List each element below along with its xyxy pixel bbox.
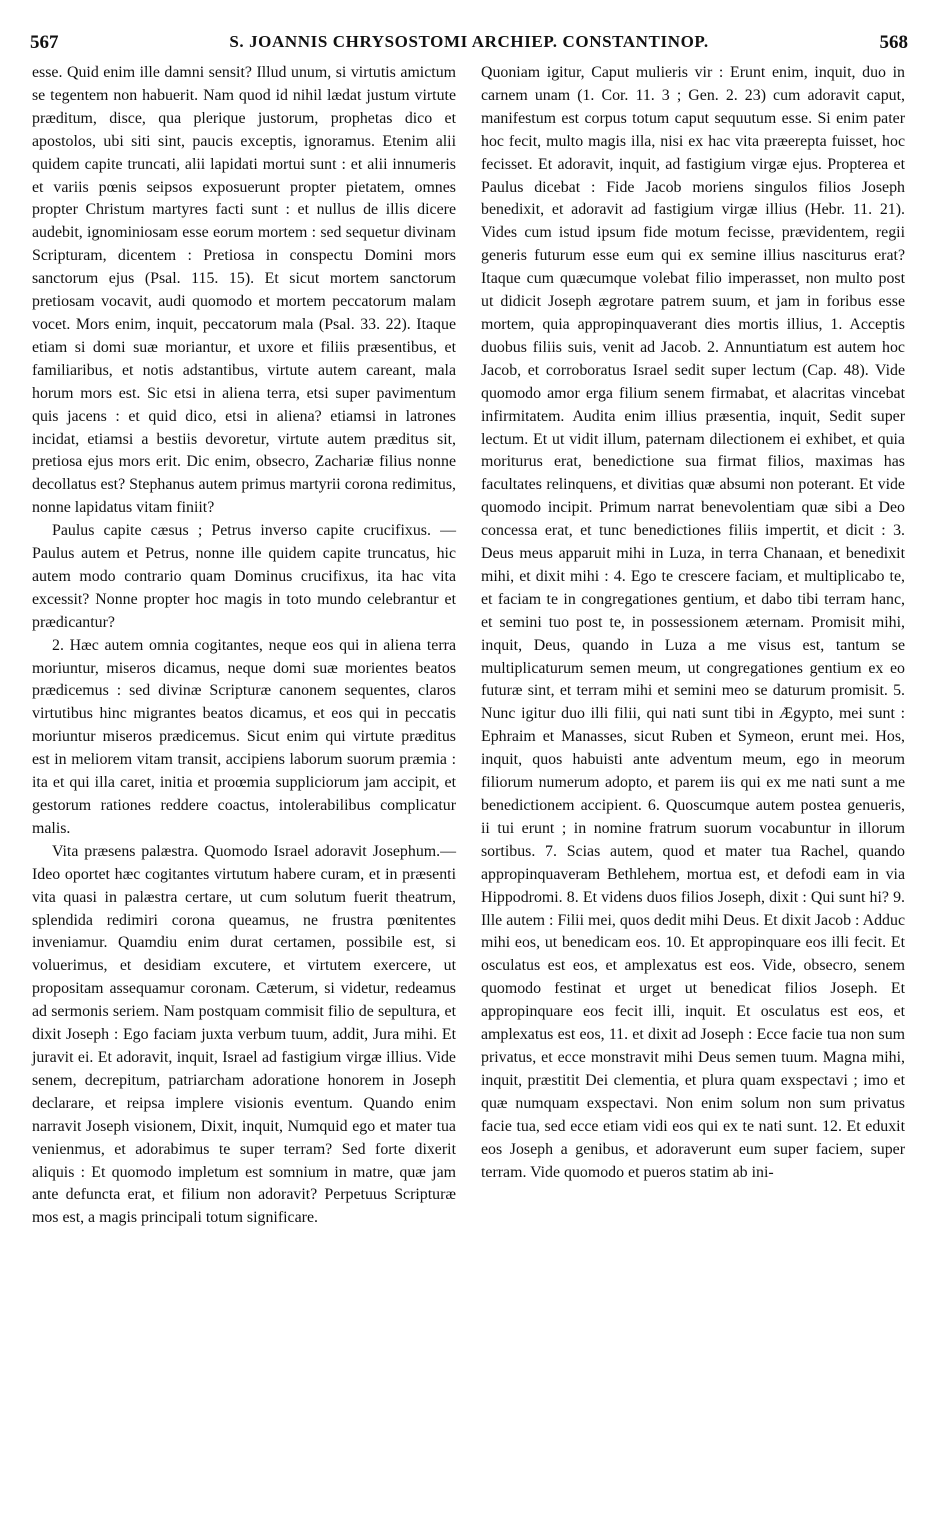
running-title: S. JOANNIS CHRYSOSTOMI ARCHIEP. CONSTANTINOP. <box>229 32 709 51</box>
paragraph: 2. Hæc autem omnia cogitantes, neque eos qui in aliena terra moriuntur, miseros dicamus, neque domi suæ morientes beatos prædicemus : sed divinæ Scripturæ canonem sequentes, claros virtutibus hinc migrantes beatos dicamus, et eos qui in peccatis moriuntur miseros prædicemus. Sicut enim qui virtute præditus est in meliorem vitam transit, accipiens laborum suorum præmia : ita et qui illa caret, initia et proœmia suppliciorum jam accipit, et gestorum rationes reddere coactus, intolerabilibus complicatur malis. <box>32 636 456 837</box>
page-number-left: 567 <box>30 32 59 53</box>
paragraph: Paulus capite cæsus ; Petrus inverso capite crucifixus. — Paulus autem et Petrus, nonne ille quidem capite truncatus, hic autem modo contrario quam Dominus crucifixus, ita hac vita excessit? Nonne propter hoc magis in toto mundo celebrantur et prædicantur? <box>32 522 456 631</box>
paragraph: Vita præsens palæstra. Quomodo Israel adoravit Josephum.—Ideo oportet hæc cogitantes virtutum habere curam, et in præsenti vita quasi in palæstra certare, ut cum solutum fuerit theatrum, splendida redimiri corona queamus, ne frustra pœnitentes inveniamur. Quamdiu enim durat certamen, possibile est, si voluerimus, et desidiam excutere, et virtutem exercere, ut propositam assequamur coronam. Cæterum, si videtur, redeamus ad sermonis seriem. Nam postquam commisit filio de sepultura, et dixit Joseph : Ego faciam juxta verbum tuum, addit, Jura mihi. Et juravit ei. Et adoravit, inquit, Israel ad fastigium virgæ illius. Vide senem, decrepitum, patriarcham adoratione honorem in Joseph declarare, et reipsa implere visionis eventum. Quando enim narravit Joseph visionem, Dixit, inquit, Numquid ego et mater tua venienmus, et adorabimus te super terram? Sed forte dixerit aliquis : Et quomodo impletum est somnium in matre, quæ jam ante defuncta erat, et filium non adoravit? Perpetuus Scripturæ mos est, a magis principali totum significare. <box>32 842 456 1227</box>
paragraph: esse. Quid enim ille damni sensit? Illud unum, si virtutis amictum se tegentem non habuerit. Nam quod id nihil lædat justum virtute præditum, disce, qua plerique justorum, prophetas dico et apostolos, ubi siti sint, paucis exceptis, ignoramus. Etenim alii quidem capite truncati, alii lapidati mortui sunt : et alii innumeris et variis pœnis seipsos exposuerunt propter pietatem, omnes propter Christum martyres facti sunt : et nullus de illis dicere audebit, ignominiosam esse eorum mortem : sed sequetur divinam Scripturam, dicentem : Pretiosa in conspectu Domini mors sanctorum ejus (Psal. 115. 15). Et sicut mortem sanctorum pretiosam vocavit, audi quomodo et mortem peccatorum malam vocet. Mors enim, inquit, peccatorum mala (Psal. 33. 22). Itaque etiam si domi suæ moriantur, et uxore et filiis præsentibus, et familiaribus, et notis adstantibus, virtute autem careant, mala horum mors est. Sic etsi in aliena terra, etsi super pavimentum quis jacens : et quid dico, etsi in aliena? etiamsi in latrones incidat, etiamsi a bestiis devoretur, virtute autem præditus sit, pretiosa ejus mors erit. Dic enim, obsecro, Zachariæ filius nonne decollatus est? Stephanus autem primus martyrii corona redimitus, nonne lapidatus vitam finiit? <box>32 64 456 517</box>
paragraph: Quoniam igitur, Caput mulieris vir : Erunt enim, inquit, duo in carnem unam (1. Cor. 11. 3 ; Gen. 2. 23) cum adoravit caput, manifestum est corpus totum caput sequutum esse. Si enim pater hoc fecit, multo magis illa, nisi ex hac vita præerepta fuisset, hoc fecisset. Et adoravit, inquit, ad fastigium virgæ ejus. Propterea et Paulus dicebat : Fide Jacob moriens singulos filios Joseph benedixit, et adoravit ad fastigium virgæ illius (Hebr. 11. 21). Vides cum istud ipsum fide motum fecisse, prævidentem, regii generis futurum esse eum qui ex semine illius nasciturus erat? Itaque cum quæcumque volebat filio imperasset, non multo post ut didicit Joseph ægrotare patrem suum, et jam in foribus esse mortem, quia appropinquaverant dies mortis illius, 1. Acceptis duobus filiis suis, venit ad Jacob. 2. Annuntiatum est autem hoc Jacob, et corroboratus Israel sedit super lectum (Cap. 48). Vide quomodo amor erga filium senem firmabat, et alacritas vincebat infirmitatem. Audita enim illius præsentia, inquit, Sedit super lectum. Et ut vidit illum, paternam dilectionem ei exhibet, et quia moriturus erat, benedictione sua firmat filios, maximas has facultates relinquens, et divitias quæ absumi non poterant. Et vide quomodo incipit. Primum narrat benevolentiam quæ sibi a Deo concessa erat, et tunc benedictiones filiis impertit, et dicit : 3. Deus meus apparuit mihi in Luza, in terra Chanaan, et benedixit mihi, et dixit mihi : 4. Ego te crescere faciam, et multiplicabo te, et faciam te in congregationes gentium, et dabo tibi terram hanc, et semini tuo post te, in possessionem æternam. Promisit mihi, inquit, Deus, quando in Luza a me visus est, tantum se multiplicaturum semen meum, ut congregationes gentium ex eo futuræ sint, et terram mihi et semini meo se daturum promisit. 5. Nunc igitur duo illi filii, qui nati sunt tibi in Ægypto, mei sunt : Ephraim et Manasses, sicut Ruben et Symeon, erunt mei. Hos, inquit, quos habuisti ante adventum meum, ego in meorum filiorum numerum adopto, et parem iis qui ex me nati sunt a me benedictionem accipient. 6. Quoscumque autem postea genueris, ii tui erunt ; in nomine fratrum suorum vocabuntur in illorum sortibus. 7. Scias autem, quod et mater tua Rachel, quando appropinquaveram Bethlehem, mortua est, et defodi eam in via Hippodromi. 8. Et videns duos filios Joseph, dixit : Qui sunt hi? 9. Ille autem : Filii mei, quos dedit mihi Deus. Et dixit Jacob : Adduc mihi eos, ut benedicam eos. 10. Et appropinquare eos illi fecit. Et osculatus est eos, et amplexatus est eos. Vide, obsecro, senem quomodo festinat et urget ut benedicat filios Joseph. Et appropinquare eos fecit illi, inquit. Et osculatus est eos, et amplexatus est eos, 11. et dixit ad Joseph : Ecce facie tua non sum privatus, et ecce monstravit mihi Deus semen tuum. Magna mihi, inquit, præstitit Dei clementia, et plura quam exspectavi ; imo et quæ numquam exspectavi. Non enim solum non sum privatus facie tua, sed ecce etiam vidi eos qui ex te nati sunt. 12. Et eduxit eos Joseph a genibus, et adoraverunt eum super faciem, super terram. Vide quomodo et pueros statim ab ini- <box>481 64 905 1181</box>
left-column <box>32 62 456 1230</box>
running-header <box>30 32 908 60</box>
page-number-right: 568 <box>879 32 908 53</box>
right-column <box>481 62 905 1184</box>
